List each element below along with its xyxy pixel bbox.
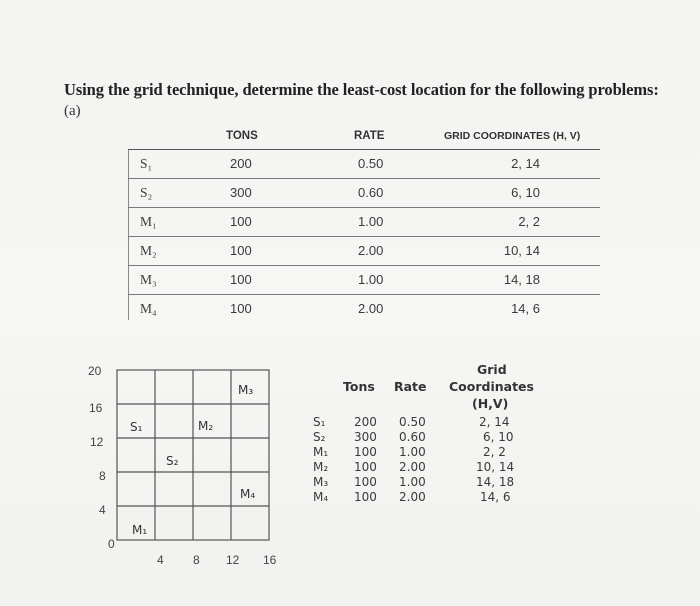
row-rate: 1.00: [358, 214, 384, 229]
hw-rate: 2.00: [399, 460, 426, 474]
row-rate: 1.00: [358, 272, 384, 287]
row-label: M₁: [140, 214, 157, 229]
row-rate: 2.00: [358, 301, 384, 316]
x-tick-label: 4: [157, 553, 164, 567]
hw-header-coordinates: Coordinates: [449, 379, 534, 394]
header-rate: RATE: [354, 130, 385, 142]
hw-label: S₂: [313, 430, 326, 444]
row-coords: 14, 18: [503, 272, 540, 287]
hw-rate: 2.00: [399, 490, 426, 504]
hw-rate: 1.00: [399, 445, 426, 459]
hw-coords: 2, 14: [479, 415, 510, 429]
hw-label: M₄: [313, 490, 329, 504]
row-coords: 2, 2: [518, 214, 540, 229]
grid-point-label: M₁: [132, 523, 148, 537]
grid-point-label: M₃: [238, 383, 254, 397]
y-tick-label: 0: [108, 537, 115, 551]
hw-coords: 10, 14: [476, 460, 515, 474]
grid-point-label: M₂: [198, 419, 214, 433]
row-coords: 10, 14: [503, 243, 540, 258]
header-grid-coordinates: GRID COORDINATES (H, V): [444, 130, 581, 142]
hw-tons: 100: [354, 490, 377, 504]
y-tick-label: 8: [99, 469, 106, 483]
row-rate: 0.50: [358, 156, 384, 171]
hw-header-rate: Rate: [394, 379, 427, 394]
row-tons: 100: [230, 214, 252, 229]
row-tons: 100: [230, 272, 252, 287]
hw-tons: 100: [354, 475, 377, 489]
row-label: S₂: [140, 185, 153, 200]
part-label: (a): [64, 103, 81, 119]
hw-tons: 100: [354, 460, 377, 474]
grid-point-label: S₁: [130, 420, 143, 434]
hw-rate: 0.50: [399, 415, 426, 429]
y-tick-label: 20: [88, 364, 102, 378]
hw-label: M₂: [313, 460, 329, 474]
hw-rate: 1.00: [399, 475, 426, 489]
hw-coords: 2, 2: [483, 445, 506, 459]
row-coords: 14, 6: [511, 301, 540, 316]
hw-tons: 100: [354, 445, 377, 459]
hw-tons: 300: [354, 430, 377, 444]
hw-label: S₁: [313, 415, 326, 429]
row-tons: 200: [230, 156, 252, 171]
row-coords: 2, 14: [511, 156, 540, 171]
row-coords: 6, 10: [511, 185, 540, 200]
hw-label: M₁: [313, 445, 329, 459]
row-tons: 300: [230, 185, 252, 200]
x-tick-label: 12: [226, 553, 240, 567]
row-tons: 100: [230, 301, 252, 316]
row-label: M₄: [140, 301, 157, 316]
hw-rate: 0.60: [399, 430, 426, 444]
row-label: M₃: [140, 272, 157, 287]
hw-header-hv: (H,V): [472, 396, 509, 411]
row-tons: 100: [230, 243, 252, 258]
hw-header-grid: Grid: [477, 362, 507, 377]
x-tick-label: 16: [263, 553, 277, 567]
y-tick-label: 4: [99, 503, 106, 517]
row-rate: 0.60: [358, 185, 384, 200]
row-label: M₂: [140, 243, 157, 258]
hw-tons: 200: [354, 415, 377, 429]
hw-coords: 14, 6: [480, 490, 511, 504]
row-rate: 2.00: [358, 243, 384, 258]
header-tons: TONS: [226, 130, 258, 142]
problem-title: Using the grid technique, determine the least-cost location for the following problems:: [64, 80, 659, 99]
hw-coords: 6, 10: [483, 430, 514, 444]
y-tick-label: 12: [90, 435, 104, 449]
x-tick-label: 8: [193, 553, 200, 567]
grid-point-label: S₂: [166, 454, 179, 468]
hw-header-tons: Tons: [343, 379, 375, 394]
hw-coords: 14, 18: [476, 475, 515, 489]
grid-point-label: M₄: [240, 487, 256, 501]
hw-label: M₃: [313, 475, 329, 489]
row-label: S₁: [140, 156, 153, 171]
y-tick-label: 16: [89, 401, 103, 415]
